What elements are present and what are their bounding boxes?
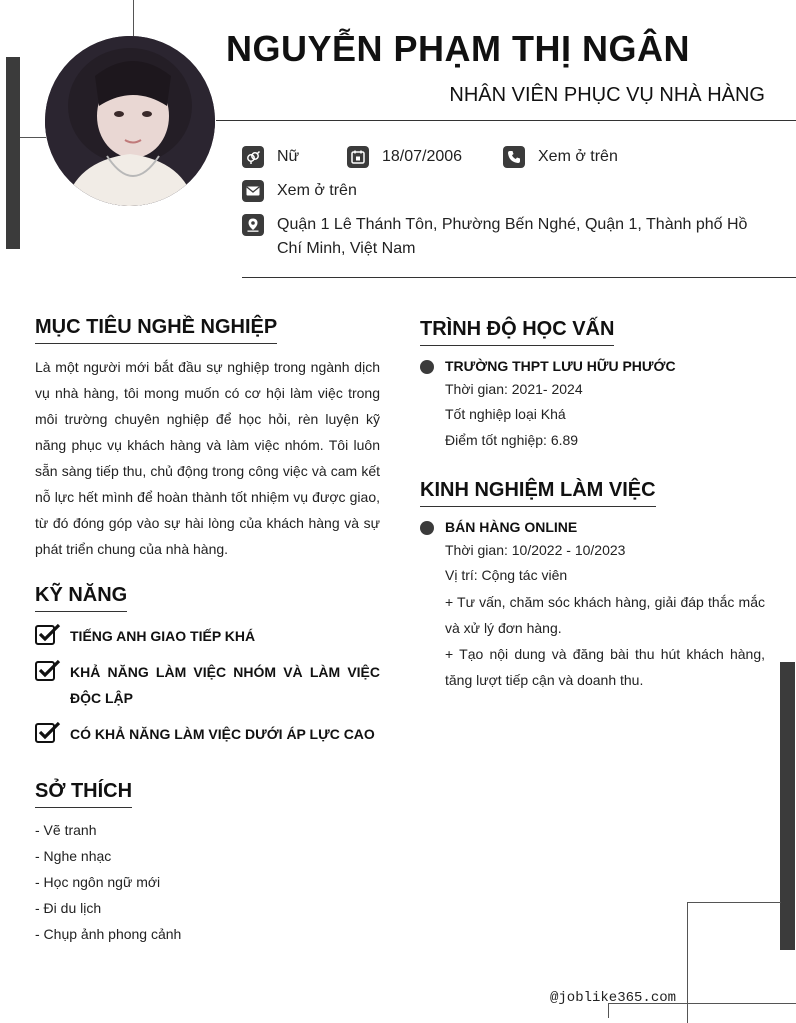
corner-decor-box bbox=[687, 902, 781, 1023]
company-name: BÁN HÀNG ONLINE bbox=[445, 519, 578, 535]
avatar bbox=[45, 36, 215, 206]
gender-value: Nữ bbox=[277, 148, 300, 165]
experience-position: Vị trí: Cộng tác viên bbox=[445, 567, 568, 583]
address-value: Quận 1 Lê Thánh Tôn, Phường Bến Nghé, Quận 1, Thành phố Hồ Chí Minh, Việt Nam bbox=[277, 216, 748, 257]
top-decor-line bbox=[133, 0, 134, 36]
hobby-item: - Đi du lịch bbox=[35, 900, 102, 916]
calendar-icon bbox=[347, 146, 369, 168]
job-title: NHÂN VIÊN PHỤC VỤ NHÀ HÀNG bbox=[449, 84, 765, 106]
experience-bullet-icon bbox=[420, 521, 434, 535]
email-icon bbox=[242, 180, 264, 202]
phone-icon bbox=[503, 146, 525, 168]
objective-title: MỤC TIÊU NGHỀ NGHIỆP bbox=[35, 316, 277, 344]
skill-label: CÓ KHẢ NĂNG LÀM VIỆC DƯỚI ÁP LỰC CAO bbox=[70, 726, 375, 742]
contact-phone bbox=[503, 146, 618, 168]
skill-item bbox=[35, 659, 380, 711]
candidate-name: NGUYỄN PHẠM THỊ NGÂN bbox=[226, 28, 691, 69]
hobby-item: - Chụp ảnh phong cảnh bbox=[35, 926, 182, 942]
contact-divider bbox=[242, 277, 796, 278]
education-period: Thời gian: 2021- 2024 bbox=[445, 381, 583, 397]
right-decor-bar bbox=[780, 662, 795, 950]
contact-gender bbox=[242, 146, 299, 168]
skill-label: KHẢ NĂNG LÀM VIỆC NHÓM VÀ LÀM VIỆC ĐỘC LẬP bbox=[70, 664, 380, 706]
hobby-item: - Nghe nhạc bbox=[35, 848, 112, 864]
header-divider bbox=[216, 120, 796, 121]
email-value: Xem ở trên bbox=[277, 182, 357, 199]
experience-title: KINH NGHIỆM LÀM VIỆC bbox=[420, 479, 656, 507]
gender-icon bbox=[242, 146, 264, 168]
left-decor-line bbox=[20, 137, 46, 138]
experience-duty: + Tư vấn, chăm sóc khách hàng, giải đáp thắc mắc và xử lý đơn hàng. bbox=[445, 594, 765, 636]
education-rank: Tốt nghiệp loại Khá bbox=[445, 406, 566, 422]
experience-duty: + Tạo nội dung và đăng bài thu hút khách hàng, tăng lượt tiếp cận và doanh thu. bbox=[445, 646, 765, 688]
experience-period: Thời gian: 10/2022 - 10/2023 bbox=[445, 542, 626, 558]
checkbox-checked-icon bbox=[35, 721, 61, 743]
checkbox-checked-icon bbox=[35, 659, 61, 681]
hobbies-title: SỞ THÍCH bbox=[35, 780, 132, 808]
education-score: Điểm tốt nghiệp: 6.89 bbox=[445, 432, 579, 448]
contact-birthday bbox=[347, 146, 462, 168]
hobby-item: - Vẽ tranh bbox=[35, 822, 97, 838]
phone-value: Xem ở trên bbox=[538, 148, 618, 165]
contact-email bbox=[242, 180, 357, 202]
skill-label: TIẾNG ANH GIAO TIẾP KHÁ bbox=[70, 628, 256, 644]
skill-item bbox=[35, 623, 380, 649]
location-pin-icon bbox=[242, 214, 264, 236]
birthday-value: 18/07/2006 bbox=[382, 148, 463, 165]
skill-item bbox=[35, 721, 380, 747]
education-title: TRÌNH ĐỘ HỌC VẤN bbox=[420, 318, 614, 346]
left-decor-bar bbox=[6, 57, 20, 249]
objective-text: Là một người mới bắt đầu sự nghiệp trong ngành dịch vụ nhà hàng, tôi mong muốn có cơ hội làm việc trong môi trường chuyên nghiệp để học hỏi, rèn luyện kỹ năng phục vụ khách hàng và làm việc nhóm. Tôi luôn sẵn sàng tiếp thu, chủ động trong công việc và cam kết nỗ lực hết mình để hoàn thành tốt nhiệm vụ được giao, từ đó đóng góp vào sự hài lòng của khách hàng và sự phát triển chung của nhà hàng. bbox=[35, 359, 380, 557]
school-name: TRƯỜNG THPT LƯU HỮU PHƯỚC bbox=[445, 358, 676, 374]
checkbox-checked-icon bbox=[35, 623, 61, 645]
watermark: @joblike365.com bbox=[550, 990, 677, 1006]
skills-title: KỸ NĂNG bbox=[35, 584, 127, 612]
hobby-item: - Học ngôn ngữ mới bbox=[35, 874, 161, 890]
education-bullet-icon bbox=[420, 360, 434, 374]
contact-address bbox=[242, 214, 762, 261]
